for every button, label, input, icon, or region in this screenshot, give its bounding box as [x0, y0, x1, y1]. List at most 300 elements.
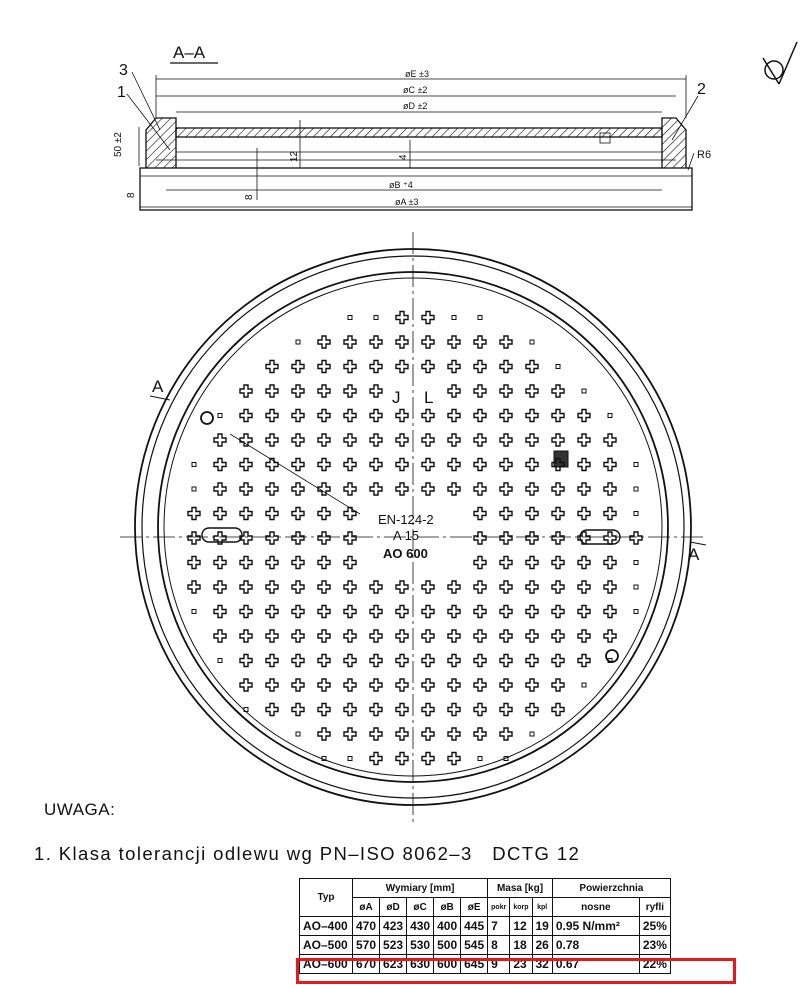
tread-cross-icon [526, 630, 538, 642]
cell-d: 623 [380, 955, 407, 974]
tread-cross-icon [552, 557, 564, 569]
tread-cross-icon [266, 508, 278, 520]
tread-cross-icon [318, 434, 330, 446]
model-text: AO 600 [383, 546, 428, 561]
tread-cross-icon [396, 483, 408, 495]
tread-cross-icon [578, 581, 590, 593]
tread-cross-icon [578, 655, 590, 667]
tread-cross-icon [396, 630, 408, 642]
tread-cross-icon [630, 532, 642, 544]
cell-ryfli: 25% [639, 917, 670, 936]
tread-cross-icon [448, 606, 460, 618]
cell-nosne: 0.67 [552, 955, 639, 974]
tread-cross-icon [214, 606, 226, 618]
tread-dot-icon [634, 610, 638, 614]
cover-letter-j: J [392, 388, 401, 407]
tread-cross-icon [552, 508, 564, 520]
tread-cross-icon [370, 361, 382, 373]
tread-cross-icon [448, 385, 460, 397]
tread-cross-icon [292, 434, 304, 446]
tread-cross-icon [448, 336, 460, 348]
tread-cross-icon [344, 508, 356, 520]
tread-cross-icon [370, 336, 382, 348]
cell-korp: 18 [510, 936, 532, 955]
tread-cross-icon [500, 508, 512, 520]
tread-cross-icon [292, 704, 304, 716]
tread-cross-icon [526, 679, 538, 691]
tread-cross-icon [370, 704, 382, 716]
tread-cross-icon [422, 704, 434, 716]
tread-cross-icon [318, 508, 330, 520]
tread-cross-icon [578, 483, 590, 495]
tread-cross-icon [396, 728, 408, 740]
dim-r6-label: R6 [697, 149, 712, 161]
tread-cross-icon [526, 483, 538, 495]
tread-cross-icon [344, 434, 356, 446]
tread-cross-icon [474, 532, 486, 544]
tread-cross-icon [552, 704, 564, 716]
tread-dot-icon [634, 561, 638, 565]
dim-b-label: øB ⁺4 [389, 180, 413, 190]
tread-cross-icon [266, 606, 278, 618]
tread-dot-icon [556, 365, 560, 369]
subheader-nosne: nosne [552, 898, 639, 917]
tread-cross-icon [500, 459, 512, 471]
tread-cross-icon [552, 655, 564, 667]
tread-cross-icon [370, 434, 382, 446]
cell-a: 570 [353, 936, 380, 955]
tread-cross-icon [292, 483, 304, 495]
cell-pokr: 9 [488, 955, 510, 974]
tread-cross-icon [396, 753, 408, 765]
section-label: A–A [173, 43, 206, 62]
tread-cross-icon [240, 655, 252, 667]
tread-cross-icon [552, 483, 564, 495]
tread-cross-icon [318, 410, 330, 422]
tread-cross-icon [292, 655, 304, 667]
tread-cross-icon [396, 704, 408, 716]
tread-cross-icon [604, 581, 616, 593]
subheader-b: øB [434, 898, 461, 917]
tread-cross-icon [422, 581, 434, 593]
tread-cross-icon [552, 385, 564, 397]
tread-cross-icon [526, 459, 538, 471]
tread-cross-icon [422, 728, 434, 740]
tread-cross-icon [214, 630, 226, 642]
tread-cross-icon [344, 483, 356, 495]
tread-cross-icon [214, 483, 226, 495]
selected-row-highlight [296, 958, 736, 984]
tread-dot-icon [634, 585, 638, 589]
tread-cross-icon [500, 434, 512, 446]
tread-cross-icon [396, 655, 408, 667]
table-row [300, 936, 671, 955]
subheader-d: øD [380, 898, 407, 917]
note-item: 1. Klasa tolerancji odlewu wg PN–ISO 8062–3 DCTG 12 [34, 843, 581, 864]
position-2-label: 2 [697, 81, 706, 98]
tread-cross-icon [604, 434, 616, 446]
tread-cross-icon [552, 606, 564, 618]
cell-typ: AO–400 [300, 917, 353, 936]
tread-cross-icon [240, 459, 252, 471]
cell-nosne: 0.78 [552, 936, 639, 955]
tread-cross-icon [318, 557, 330, 569]
tread-dot-icon [374, 316, 378, 320]
tread-cross-icon [266, 655, 278, 667]
tread-cross-icon [370, 483, 382, 495]
tread-cross-icon [344, 728, 356, 740]
tread-cross-icon [240, 679, 252, 691]
tread-cross-icon [552, 630, 564, 642]
tread-cross-icon [396, 410, 408, 422]
header-mass: Masa [kg] [488, 879, 553, 898]
tread-cross-icon [214, 557, 226, 569]
tread-cross-icon [448, 704, 460, 716]
subheader-e: øE [461, 898, 488, 917]
cell-kpl: 19 [532, 917, 552, 936]
tread-cross-icon [266, 361, 278, 373]
tread-cross-icon [474, 508, 486, 520]
tread-cross-icon [292, 581, 304, 593]
tread-cross-icon [344, 361, 356, 373]
tread-cross-icon [500, 483, 512, 495]
tread-cross-icon [344, 630, 356, 642]
tread-cross-icon [448, 581, 460, 593]
tread-dot-icon [296, 340, 300, 344]
tread-cross-icon [604, 459, 616, 471]
tread-cross-icon [396, 581, 408, 593]
tread-cross-icon [500, 385, 512, 397]
cell-e: 545 [461, 936, 488, 955]
dim-8-left-label: 8 [126, 192, 137, 198]
table-header-row [300, 879, 671, 898]
tread-cross-icon [422, 459, 434, 471]
tread-cross-icon [422, 483, 434, 495]
cell-pokr: 8 [488, 936, 510, 955]
subheader-korp: korp [510, 898, 532, 917]
tread-cross-icon [604, 508, 616, 520]
tread-cross-icon [448, 630, 460, 642]
tread-cross-icon [604, 630, 616, 642]
tread-cross-icon [318, 532, 330, 544]
tread-cross-icon [500, 704, 512, 716]
dim-a-label: øA ±3 [395, 197, 419, 207]
tread-cross-icon [344, 606, 356, 618]
tread-cross-icon [370, 753, 382, 765]
dim-c-label: øC ±2 [403, 85, 428, 95]
tread-cross-icon [318, 581, 330, 593]
tread-cross-icon [266, 385, 278, 397]
tread-dot-icon [348, 316, 352, 320]
tread-cross-icon [396, 679, 408, 691]
tread-cross-icon [474, 410, 486, 422]
header-typ: Typ [300, 879, 353, 917]
tread-cross-icon [500, 581, 512, 593]
tread-cross-icon [422, 606, 434, 618]
tread-cross-icon [370, 581, 382, 593]
cell-b: 500 [434, 936, 461, 955]
class-text: A 15 [393, 528, 420, 543]
tread-cross-icon [474, 459, 486, 471]
tread-cross-icon [292, 606, 304, 618]
tread-cross-icon [422, 434, 434, 446]
tread-dot-icon [478, 757, 482, 761]
tread-cross-icon [526, 532, 538, 544]
tread-dot-icon [530, 340, 534, 344]
tread-cross-icon [266, 434, 278, 446]
tread-cross-icon [500, 410, 512, 422]
tread-cross-icon [318, 630, 330, 642]
tread-cross-icon [422, 312, 434, 324]
tread-cross-icon [474, 704, 486, 716]
tread-cross-icon [240, 581, 252, 593]
tread-cross-icon [500, 361, 512, 373]
tread-cross-icon [188, 508, 200, 520]
tread-dot-icon [634, 463, 638, 467]
subheader-c: øC [407, 898, 434, 917]
tread-cross-icon [292, 557, 304, 569]
tread-cross-icon [344, 704, 356, 716]
tread-cross-icon [474, 655, 486, 667]
cell-korp: 23 [510, 955, 532, 974]
tread-cross-icon [578, 630, 590, 642]
tread-dot-icon [348, 757, 352, 761]
tread-cross-icon [344, 557, 356, 569]
tread-cross-icon [266, 630, 278, 642]
tread-cross-icon [448, 459, 460, 471]
tread-cross-icon [604, 532, 616, 544]
tread-cross-icon [188, 581, 200, 593]
tread-cross-icon [344, 385, 356, 397]
tread-cross-icon [266, 483, 278, 495]
position-3-label: 3 [119, 62, 128, 79]
header-dimensions: Wymiary [mm] [353, 879, 488, 898]
tread-cross-icon [240, 410, 252, 422]
tread-cross-icon [448, 753, 460, 765]
tread-cross-icon [578, 459, 590, 471]
tread-dot-icon [218, 659, 222, 663]
tread-dot-icon [608, 414, 612, 418]
tread-cross-icon [292, 410, 304, 422]
tread-cross-icon [526, 557, 538, 569]
cell-pokr: 7 [488, 917, 510, 936]
tread-cross-icon [422, 336, 434, 348]
manhole-cover-plan [120, 232, 706, 822]
tread-cross-icon [318, 655, 330, 667]
cell-d: 523 [380, 936, 407, 955]
tread-cross-icon [448, 410, 460, 422]
dim-12-label: 12 [289, 150, 300, 162]
tread-cross-icon [604, 557, 616, 569]
tread-cross-icon [578, 410, 590, 422]
tread-cross-icon [422, 655, 434, 667]
tread-cross-icon [474, 557, 486, 569]
cut-label-left: A [152, 377, 164, 396]
standard-text: EN-124-2 [378, 512, 434, 527]
tread-cross-icon [500, 557, 512, 569]
tread-cross-icon [474, 630, 486, 642]
tread-cross-icon [318, 606, 330, 618]
tread-cross-icon [370, 459, 382, 471]
tread-dot-icon [530, 732, 534, 736]
surface-finish-icon [763, 42, 797, 84]
tread-cross-icon [240, 630, 252, 642]
cell-d: 423 [380, 917, 407, 936]
subheader-kpl: kpl [532, 898, 552, 917]
table-row [300, 917, 671, 936]
tread-cross-icon [448, 434, 460, 446]
tread-cross-icon [318, 728, 330, 740]
tread-cross-icon [214, 581, 226, 593]
tread-cross-icon [422, 630, 434, 642]
tread-cross-icon [474, 606, 486, 618]
tread-cross-icon [500, 606, 512, 618]
tread-cross-icon [500, 532, 512, 544]
tread-cross-icon [370, 630, 382, 642]
tread-dot-icon [218, 414, 222, 418]
tread-cross-icon [266, 532, 278, 544]
cell-e: 445 [461, 917, 488, 936]
tread-cross-icon [240, 385, 252, 397]
tread-cross-icon [344, 532, 356, 544]
tread-cross-icon [526, 581, 538, 593]
tread-cross-icon [266, 557, 278, 569]
cell-typ: AO–500 [300, 936, 353, 955]
tread-cross-icon [422, 753, 434, 765]
tread-cross-icon [344, 410, 356, 422]
tread-cross-icon [318, 679, 330, 691]
tread-cross-icon [474, 483, 486, 495]
tread-cross-icon [422, 410, 434, 422]
tread-cross-icon [266, 704, 278, 716]
tread-cross-icon [292, 508, 304, 520]
tread-cross-icon [396, 434, 408, 446]
tread-cross-icon [214, 434, 226, 446]
tread-cross-icon [552, 410, 564, 422]
tread-cross-icon [526, 655, 538, 667]
cell-korp: 12 [510, 917, 532, 936]
tread-cross-icon [448, 483, 460, 495]
cell-typ: AO–600 [300, 955, 353, 974]
dim-8-mid-label: 8 [244, 194, 255, 200]
tread-cross-icon [344, 336, 356, 348]
subheader-ryfli: ryfli [639, 898, 670, 917]
dim-d-label: øD ±2 [403, 101, 428, 111]
tread-cross-icon [474, 385, 486, 397]
tread-cross-icon [344, 459, 356, 471]
tread-cross-icon [370, 606, 382, 618]
tread-cross-icon [266, 679, 278, 691]
tread-cross-icon [318, 704, 330, 716]
tread-cross-icon [526, 434, 538, 446]
tread-cross-icon [604, 606, 616, 618]
tread-cross-icon [552, 581, 564, 593]
tread-dot-icon [582, 683, 586, 687]
tread-cross-icon [240, 483, 252, 495]
tread-cross-icon [526, 606, 538, 618]
cell-a: 670 [353, 955, 380, 974]
tread-cross-icon [500, 655, 512, 667]
table-subheader-row [300, 898, 671, 917]
tread-cross-icon [526, 410, 538, 422]
dim-50-label: 50 ±2 [113, 132, 124, 157]
tread-cross-icon [240, 508, 252, 520]
tread-cross-icon [344, 581, 356, 593]
tread-cross-icon [292, 361, 304, 373]
tread-cross-icon [578, 606, 590, 618]
tread-cross-icon [474, 361, 486, 373]
tread-cross-icon [500, 630, 512, 642]
tread-cross-icon [318, 336, 330, 348]
tread-cross-icon [500, 679, 512, 691]
tread-cross-icon [396, 336, 408, 348]
cell-kpl: 26 [532, 936, 552, 955]
tread-cross-icon [188, 532, 200, 544]
cell-c: 630 [407, 955, 434, 974]
tread-cross-icon [474, 679, 486, 691]
tread-cross-icon [474, 434, 486, 446]
tread-cross-icon [552, 434, 564, 446]
tread-cross-icon [396, 361, 408, 373]
cell-c: 430 [407, 917, 434, 936]
tread-dot-icon [192, 463, 196, 467]
tread-cross-icon [448, 728, 460, 740]
dim-e-label: øE ±3 [405, 69, 429, 79]
tread-dot-icon [582, 389, 586, 393]
tread-cross-icon [526, 361, 538, 373]
cell-b: 600 [434, 955, 461, 974]
tread-cross-icon [370, 410, 382, 422]
cell-a: 470 [353, 917, 380, 936]
tread-cross-icon [552, 532, 564, 544]
tread-cross-icon [396, 312, 408, 324]
header-area: Powierzchnia [552, 879, 670, 898]
tread-cross-icon [344, 679, 356, 691]
tread-cross-icon [292, 630, 304, 642]
tread-cross-icon [422, 679, 434, 691]
cell-e: 645 [461, 955, 488, 974]
tread-cross-icon [214, 508, 226, 520]
tread-cross-icon [578, 508, 590, 520]
tread-cross-icon [474, 336, 486, 348]
tread-cross-icon [240, 557, 252, 569]
tread-cross-icon [396, 459, 408, 471]
subheader-pokr: pokr [488, 898, 510, 917]
tread-cross-icon [292, 532, 304, 544]
tread-cross-icon [474, 581, 486, 593]
cell-c: 530 [407, 936, 434, 955]
tread-cross-icon [500, 336, 512, 348]
tread-cross-icon [370, 385, 382, 397]
tread-cross-icon [370, 728, 382, 740]
tread-cross-icon [292, 679, 304, 691]
tread-cross-icon [578, 557, 590, 569]
tread-cross-icon [318, 459, 330, 471]
tread-dot-icon [634, 487, 638, 491]
tread-cross-icon [604, 483, 616, 495]
tread-cross-icon [188, 557, 200, 569]
tread-cross-icon [448, 679, 460, 691]
tread-cross-icon [448, 655, 460, 667]
tread-cross-icon [292, 459, 304, 471]
tread-cross-icon [318, 361, 330, 373]
tread-cross-icon [370, 679, 382, 691]
tread-dot-icon [192, 487, 196, 491]
cover-letter-l: L [424, 388, 434, 407]
tread-cross-icon [448, 361, 460, 373]
notes-title: UWAGA: [44, 800, 116, 819]
tread-cross-icon [214, 459, 226, 471]
